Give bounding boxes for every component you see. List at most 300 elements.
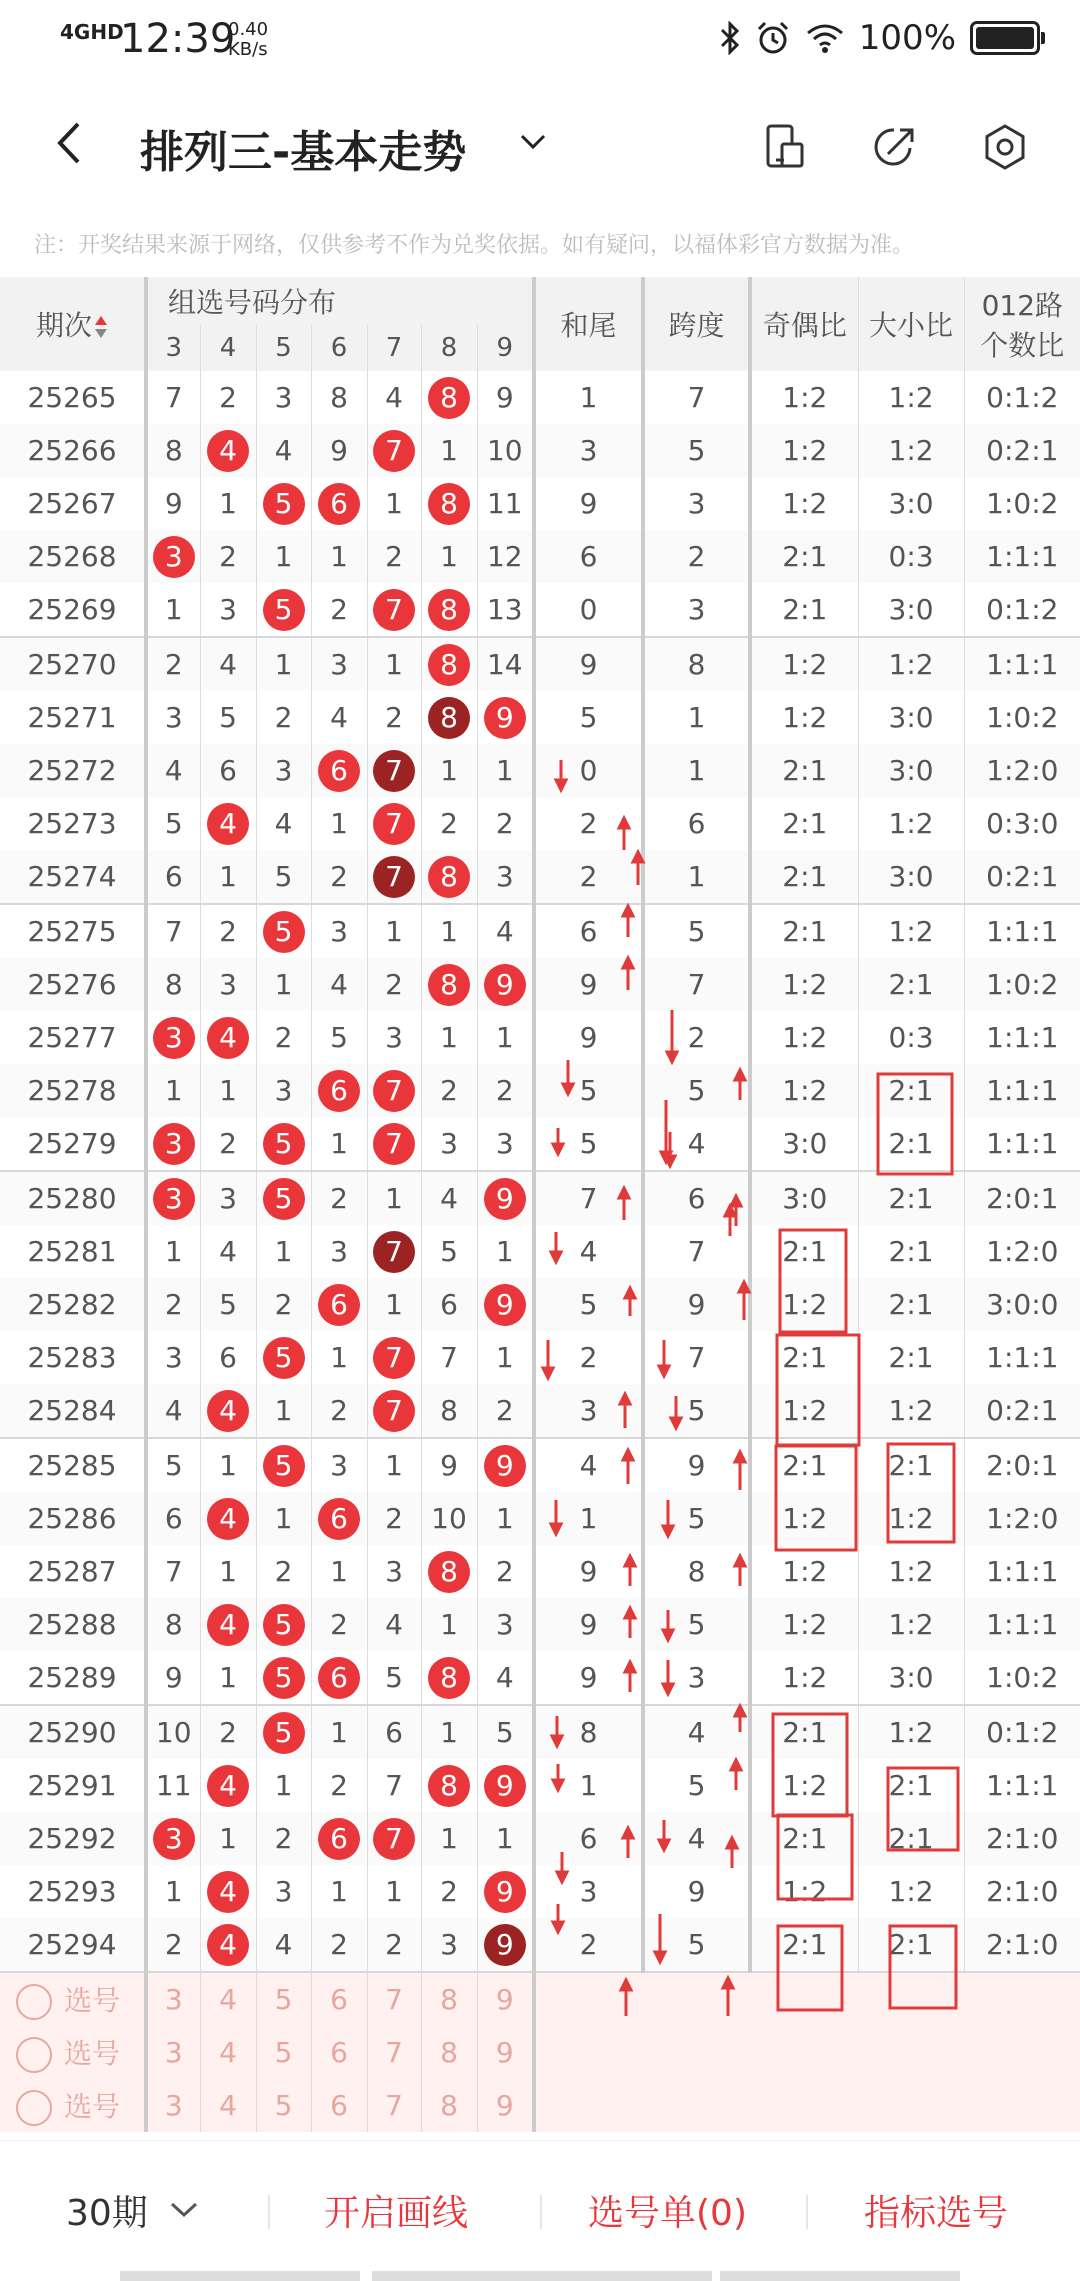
digit-cell bbox=[367, 424, 421, 477]
miss-count: 3 bbox=[385, 1555, 403, 1588]
hewei-cell: 2 bbox=[534, 1918, 643, 1972]
hit-ball: 8 bbox=[428, 644, 470, 686]
digit-cell bbox=[367, 797, 421, 850]
digit-cell bbox=[421, 904, 477, 958]
hit-ball: 8 bbox=[428, 1765, 470, 1807]
select-digit[interactable]: 8 bbox=[421, 1972, 477, 2026]
hit-ball: 7 bbox=[373, 803, 415, 845]
miss-count: 2 bbox=[385, 968, 403, 1001]
sort-icon[interactable] bbox=[94, 314, 108, 340]
miss-count: 3 bbox=[274, 1074, 293, 1107]
hit-ball: 6 bbox=[318, 750, 360, 792]
issue-cell: 25290 bbox=[0, 1705, 146, 1759]
oddeven-cell: 1:2 bbox=[750, 1492, 858, 1545]
digit-cell bbox=[367, 1918, 421, 1972]
phone-icon[interactable] bbox=[760, 122, 810, 172]
miss-count: 2 bbox=[385, 701, 403, 734]
hit-ball: 8 bbox=[428, 964, 470, 1006]
hewei-cell: 9 bbox=[534, 1545, 643, 1598]
header-oddeven: 奇偶比 bbox=[750, 277, 858, 371]
kuadu-cell: 1 bbox=[643, 691, 750, 744]
digit-cell bbox=[477, 1011, 534, 1064]
hewei-cell: 9 bbox=[534, 477, 643, 530]
route-cell: 1:1:1 bbox=[986, 1555, 1059, 1588]
digit-cell bbox=[256, 691, 311, 744]
hit-ball: 5 bbox=[263, 1123, 305, 1165]
digit-cell bbox=[200, 1918, 256, 1972]
bigsmall-cell: 3:0 bbox=[858, 850, 964, 904]
select-digit[interactable]: 5 bbox=[256, 2026, 311, 2079]
select-digit[interactable]: 8 bbox=[421, 2079, 477, 2132]
digit-cell bbox=[311, 744, 367, 797]
hit-ball: 6 bbox=[318, 1070, 360, 1112]
digit-cell bbox=[311, 1171, 367, 1225]
battery-percent: 100% bbox=[858, 18, 956, 58]
issue-cell: 25282 bbox=[0, 1278, 146, 1331]
miss-count: 3 bbox=[495, 1608, 514, 1641]
digit-cell bbox=[146, 530, 200, 583]
select-digit[interactable]: 5 bbox=[256, 2079, 311, 2132]
share-icon[interactable] bbox=[870, 122, 920, 172]
indicator-select-button[interactable]: 指标选号 bbox=[864, 2193, 1009, 2234]
digit-cell bbox=[256, 1171, 311, 1225]
header-bigsmall: 大小比 bbox=[858, 277, 964, 371]
select-digit[interactable]: 6 bbox=[311, 2026, 367, 2079]
period-selector[interactable]: 30期 bbox=[66, 2193, 148, 2234]
select-digit[interactable]: 7 bbox=[367, 1972, 421, 2026]
miss-count: 1 bbox=[440, 754, 458, 787]
miss-count: 11 bbox=[155, 1769, 192, 1802]
miss-count: 4 bbox=[219, 1235, 237, 1268]
issue-cell: 25279 bbox=[0, 1117, 146, 1171]
hewei-cell: 6 bbox=[534, 530, 643, 583]
bigsmall-cell: 3:0 bbox=[858, 583, 964, 637]
digit-cell bbox=[477, 1438, 534, 1492]
bigsmall-cell: 2:1 bbox=[858, 1438, 964, 1492]
miss-count: 1 bbox=[219, 1661, 237, 1694]
digit-cell bbox=[200, 1064, 256, 1117]
bigsmall-cell: 1:2 bbox=[858, 371, 964, 424]
miss-count: 7 bbox=[440, 1341, 458, 1374]
table-row bbox=[0, 1651, 1080, 1705]
digit-cell bbox=[421, 958, 477, 1011]
miss-count: 1 bbox=[219, 1074, 237, 1107]
radio-circle-icon[interactable] bbox=[16, 2090, 52, 2126]
digit-cell bbox=[477, 1117, 534, 1171]
miss-count: 1 bbox=[274, 1769, 293, 1802]
hewei-cell: 9 bbox=[534, 958, 643, 1011]
miss-count: 5 bbox=[385, 1661, 403, 1694]
hit-ball: 5 bbox=[263, 1657, 305, 1699]
digit-cell bbox=[421, 797, 477, 850]
miss-count: 10 bbox=[486, 434, 523, 467]
hewei-cell: 5 bbox=[534, 1064, 643, 1117]
miss-count: 2 bbox=[495, 1394, 514, 1427]
oddeven-cell: 2:1 bbox=[750, 1918, 858, 1972]
hewei-cell: 5 bbox=[534, 1278, 643, 1331]
select-toggle[interactable] bbox=[0, 2026, 146, 2079]
kuadu-cell: 4 bbox=[643, 1117, 750, 1171]
selection-list-button[interactable]: 选号单(0) bbox=[588, 2193, 747, 2234]
digit-cell bbox=[367, 637, 421, 691]
settings-icon[interactable] bbox=[980, 122, 1030, 172]
hit-ball: 8 bbox=[428, 697, 470, 739]
route-cell: 1:1:1 bbox=[986, 1341, 1059, 1374]
hit-ball: 7 bbox=[373, 589, 415, 631]
digit-cell bbox=[421, 1651, 477, 1705]
kuadu-cell: 6 bbox=[643, 1171, 750, 1225]
digit-cell bbox=[146, 744, 200, 797]
bigsmall-cell: 2:1 bbox=[858, 1225, 964, 1278]
miss-count: 1 bbox=[495, 1822, 514, 1855]
digit-cell bbox=[477, 530, 534, 583]
hewei-cell: 2 bbox=[534, 797, 643, 850]
issue-cell: 25273 bbox=[0, 797, 146, 850]
digit-cell bbox=[311, 1064, 367, 1117]
bigsmall-cell: 3:0 bbox=[858, 691, 964, 744]
digit-cell bbox=[146, 1865, 200, 1918]
bigsmall-cell: 2:1 bbox=[858, 1331, 964, 1384]
miss-count: 1 bbox=[440, 1716, 458, 1749]
radio-circle-icon[interactable] bbox=[16, 1984, 52, 2020]
miss-count: 11 bbox=[486, 487, 523, 520]
digit-cell bbox=[367, 691, 421, 744]
kuadu-cell: 3 bbox=[643, 583, 750, 637]
hit-ball: 8 bbox=[428, 377, 470, 419]
digit-cell bbox=[367, 1651, 421, 1705]
route-cell: 1:1:1 bbox=[964, 530, 1080, 583]
select-digit[interactable]: 4 bbox=[200, 2026, 256, 2079]
digit-cell bbox=[367, 1064, 421, 1117]
miss-count: 1 bbox=[440, 1608, 458, 1641]
route-cell: 1:2:0 bbox=[986, 1235, 1059, 1268]
digit-cell bbox=[146, 958, 200, 1011]
hit-ball: 9 bbox=[484, 1924, 526, 1966]
digit-cell bbox=[477, 371, 534, 424]
select-digit[interactable]: 3 bbox=[146, 2079, 200, 2132]
miss-count: 4 bbox=[495, 1661, 514, 1694]
miss-count: 1 bbox=[495, 754, 514, 787]
issue-cell: 25265 bbox=[0, 371, 146, 424]
miss-count: 3 bbox=[385, 1021, 403, 1054]
hit-ball: 6 bbox=[318, 1657, 360, 1699]
miss-count: 1 bbox=[440, 434, 458, 467]
digit-cell bbox=[367, 583, 421, 637]
bigsmall-cell: 1:2 bbox=[858, 1598, 964, 1651]
digit-cell bbox=[200, 583, 256, 637]
hit-ball: 4 bbox=[207, 1765, 249, 1807]
digit-cell bbox=[311, 1011, 367, 1064]
select-toggle[interactable] bbox=[0, 1972, 146, 2026]
issue-cell: 25274 bbox=[0, 850, 146, 904]
bigsmall-cell: 2:1 bbox=[858, 958, 964, 1011]
miss-count: 13 bbox=[486, 593, 523, 626]
issue-cell: 25287 bbox=[0, 1545, 146, 1598]
digit-cell bbox=[477, 904, 534, 958]
digit-cell bbox=[200, 1331, 256, 1384]
miss-count: 7 bbox=[164, 381, 183, 414]
miss-count: 3 bbox=[330, 915, 348, 948]
bigsmall-cell: 2:1 bbox=[858, 1064, 964, 1117]
route-cell: 1:2:0 bbox=[964, 744, 1080, 797]
miss-count: 1 bbox=[164, 593, 183, 626]
digit-cell bbox=[367, 1705, 421, 1759]
miss-count: 3 bbox=[440, 1928, 458, 1961]
digit-cell bbox=[256, 1438, 311, 1492]
page-title[interactable]: 排列三-基本走势 bbox=[140, 127, 467, 178]
hit-ball: 9 bbox=[484, 1178, 526, 1220]
hewei-cell: 2 bbox=[534, 850, 643, 904]
digit-cell bbox=[311, 1278, 367, 1331]
digit-cell bbox=[146, 1117, 200, 1171]
miss-count: 1 bbox=[274, 648, 293, 681]
divider bbox=[268, 2195, 270, 2229]
table-row bbox=[0, 1225, 1080, 1278]
miss-count: 2 bbox=[495, 1074, 514, 1107]
kuadu-cell: 5 bbox=[643, 1384, 750, 1438]
oddeven-cell: 1:2 bbox=[750, 958, 858, 1011]
miss-count: 2 bbox=[330, 1182, 348, 1215]
miss-count: 4 bbox=[495, 915, 514, 948]
select-digit[interactable]: 7 bbox=[367, 2079, 421, 2132]
hewei-cell: 4 bbox=[534, 1438, 643, 1492]
digit-cell bbox=[200, 1598, 256, 1651]
hit-ball: 9 bbox=[484, 1871, 526, 1913]
digit-cell bbox=[311, 371, 367, 424]
select-digit[interactable]: 3 bbox=[146, 1972, 200, 2026]
digit-cell bbox=[200, 1225, 256, 1278]
hit-ball: 9 bbox=[484, 964, 526, 1006]
miss-count: 3 bbox=[495, 1127, 514, 1160]
select-digit[interactable]: 9 bbox=[477, 1972, 534, 2026]
digit-cell bbox=[311, 1545, 367, 1598]
digit-cell bbox=[311, 424, 367, 477]
digit-cell bbox=[146, 797, 200, 850]
digit-cell bbox=[421, 530, 477, 583]
chevron-down-icon[interactable] bbox=[170, 2201, 198, 2219]
digit-cell bbox=[200, 1384, 256, 1438]
hit-ball: 7 bbox=[373, 1818, 415, 1860]
oddeven-cell: 2:1 bbox=[750, 1438, 858, 1492]
hewei-cell: 1 bbox=[534, 371, 643, 424]
route-cell: 1:0:2 bbox=[964, 1651, 1080, 1705]
oddeven-cell: 2:1 bbox=[750, 1331, 858, 1384]
hit-ball: 9 bbox=[484, 1765, 526, 1807]
digit-cell bbox=[477, 1651, 534, 1705]
miss-count: 1 bbox=[274, 540, 293, 573]
hit-ball: 9 bbox=[484, 1445, 526, 1487]
miss-count: 6 bbox=[219, 1341, 237, 1374]
select-digit[interactable]: 8 bbox=[421, 2026, 477, 2079]
digit-cell bbox=[421, 1705, 477, 1759]
hewei-cell: 5 bbox=[534, 1117, 643, 1171]
digit-cell bbox=[311, 1918, 367, 1972]
digit-cell bbox=[311, 1812, 367, 1865]
select-digit[interactable]: 7 bbox=[367, 2026, 421, 2079]
select-label: 选号 bbox=[64, 2037, 121, 2070]
bigsmall-cell: 2:1 bbox=[858, 1117, 964, 1171]
miss-count: 4 bbox=[274, 1928, 293, 1961]
digit-cell bbox=[421, 477, 477, 530]
hewei-cell: 5 bbox=[534, 691, 643, 744]
miss-count: 2 bbox=[274, 701, 293, 734]
digit-cell bbox=[146, 1545, 200, 1598]
digit-cell bbox=[200, 637, 256, 691]
miss-count: 4 bbox=[164, 754, 183, 787]
select-digit[interactable]: 6 bbox=[311, 2079, 367, 2132]
digit-cell bbox=[477, 1865, 534, 1918]
battery-icon bbox=[970, 21, 1040, 55]
miss-count: 3 bbox=[330, 1235, 348, 1268]
hit-ball: 8 bbox=[428, 1657, 470, 1699]
miss-count: 2 bbox=[219, 381, 237, 414]
digit-header: 3 bbox=[146, 325, 200, 371]
digit-cell bbox=[477, 1171, 534, 1225]
digit-cell bbox=[200, 1812, 256, 1865]
route-cell: 1:1:1 bbox=[964, 1117, 1080, 1171]
miss-count: 1 bbox=[330, 1716, 348, 1749]
hit-ball: 3 bbox=[153, 1123, 195, 1165]
select-toggle[interactable] bbox=[0, 2079, 146, 2132]
route-cell: 1:1:1 bbox=[986, 1769, 1059, 1802]
route-cell: 0:2:1 bbox=[964, 850, 1080, 904]
digit-cell bbox=[256, 850, 311, 904]
miss-count: 5 bbox=[219, 701, 237, 734]
miss-count: 9 bbox=[164, 487, 183, 520]
oddeven-cell: 1:2 bbox=[750, 1545, 858, 1598]
bluetooth-icon bbox=[719, 21, 741, 55]
oddeven-cell: 2:1 bbox=[750, 583, 858, 637]
select-label: 选号 bbox=[64, 1984, 121, 2017]
bigsmall-cell: 3:0 bbox=[858, 744, 964, 797]
kuadu-cell: 9 bbox=[643, 1865, 750, 1918]
digit-cell bbox=[146, 1331, 200, 1384]
kuadu-cell: 5 bbox=[643, 1918, 750, 1972]
table-row bbox=[0, 1384, 1080, 1438]
miss-count: 4 bbox=[164, 1394, 183, 1427]
miss-count: 1 bbox=[219, 1555, 237, 1588]
signal-indicator: 4GHD bbox=[60, 20, 124, 44]
miss-count: 7 bbox=[385, 1769, 403, 1802]
digit-cell bbox=[367, 1171, 421, 1225]
miss-count: 4 bbox=[219, 648, 237, 681]
select-digit[interactable]: 4 bbox=[200, 2079, 256, 2132]
draw-line-button[interactable]: 开启画线 bbox=[324, 2193, 469, 2234]
disclaimer-note: 注：开奖结果来源于网络，仅供参考不作为兑奖依据。如有疑问，以福体彩官方数据为准。 bbox=[34, 233, 915, 258]
select-digit[interactable]: 5 bbox=[256, 1972, 311, 2026]
radio-circle-icon[interactable] bbox=[16, 2037, 52, 2073]
select-row bbox=[0, 1972, 1080, 2026]
table-row bbox=[0, 691, 1080, 744]
miss-count: 1 bbox=[330, 1341, 348, 1374]
hit-ball: 4 bbox=[207, 803, 249, 845]
header-issue[interactable]: 期次 bbox=[0, 277, 146, 371]
table-row bbox=[0, 1918, 1080, 1972]
route-cell: 2:1:0 bbox=[964, 1812, 1080, 1865]
digit-cell bbox=[256, 1812, 311, 1865]
issue-cell: 25283 bbox=[0, 1331, 146, 1384]
digit-cell bbox=[367, 850, 421, 904]
digit-cell bbox=[421, 1117, 477, 1171]
table-row bbox=[0, 1011, 1080, 1064]
hewei-cell: 9 bbox=[534, 637, 643, 691]
select-digit[interactable]: 3 bbox=[146, 2026, 200, 2079]
miss-count: 10 bbox=[155, 1716, 192, 1749]
miss-count: 2 bbox=[440, 1875, 458, 1908]
hewei-cell: 3 bbox=[534, 424, 643, 477]
hit-ball: 7 bbox=[373, 1070, 415, 1112]
digit-cell bbox=[256, 1384, 311, 1438]
kuadu-cell: 5 bbox=[643, 1492, 750, 1545]
oddeven-cell: 1:2 bbox=[750, 1384, 858, 1438]
table-row bbox=[0, 424, 1080, 477]
miss-count: 2 bbox=[330, 1394, 348, 1427]
select-digit[interactable]: 9 bbox=[477, 2079, 534, 2132]
table-row bbox=[0, 958, 1080, 1011]
miss-count: 7 bbox=[164, 915, 183, 948]
bigsmall-cell: 2:1 bbox=[858, 1918, 964, 1972]
hewei-cell: 1 bbox=[534, 1492, 643, 1545]
miss-count: 3 bbox=[274, 381, 293, 414]
digit-cell bbox=[311, 797, 367, 850]
select-digit[interactable]: 9 bbox=[477, 2026, 534, 2079]
digit-cell bbox=[367, 1438, 421, 1492]
kuadu-cell: 1 bbox=[643, 850, 750, 904]
select-digit[interactable]: 4 bbox=[200, 1972, 256, 2026]
miss-count: 1 bbox=[164, 1074, 183, 1107]
route-cell: 0:3:0 bbox=[986, 807, 1059, 840]
header-hewei: 和尾 bbox=[534, 277, 643, 371]
oddeven-cell: 2:1 bbox=[750, 850, 858, 904]
digit-cell bbox=[146, 1225, 200, 1278]
table-row bbox=[0, 904, 1080, 958]
digit-cell bbox=[477, 797, 534, 850]
chevron-down-icon[interactable] bbox=[520, 132, 546, 152]
miss-count: 2 bbox=[330, 1928, 348, 1961]
issue-cell: 25293 bbox=[0, 1865, 146, 1918]
miss-count: 1 bbox=[385, 1182, 403, 1215]
digit-cell bbox=[256, 1865, 311, 1918]
digit-cell bbox=[477, 477, 534, 530]
miss-count: 5 bbox=[274, 860, 293, 893]
header-group-distribution: 组选号码分布 bbox=[146, 277, 534, 325]
oddeven-cell: 1:2 bbox=[750, 1598, 858, 1651]
digit-cell bbox=[256, 1651, 311, 1705]
oddeven-cell: 2:1 bbox=[750, 530, 858, 583]
digit-cell bbox=[311, 1384, 367, 1438]
select-digit[interactable]: 6 bbox=[311, 1972, 367, 2026]
kuadu-cell: 2 bbox=[643, 530, 750, 583]
digit-cell bbox=[367, 1278, 421, 1331]
miss-count: 3 bbox=[495, 860, 514, 893]
digit-cell bbox=[256, 424, 311, 477]
digit-cell bbox=[256, 1278, 311, 1331]
digit-cell bbox=[256, 1759, 311, 1812]
miss-count: 1 bbox=[219, 1449, 237, 1482]
back-icon[interactable] bbox=[48, 118, 88, 168]
miss-count: 4 bbox=[330, 701, 348, 734]
header-route: 012路 个数比 bbox=[964, 277, 1080, 371]
digit-cell bbox=[311, 1225, 367, 1278]
miss-count: 8 bbox=[164, 968, 183, 1001]
bigsmall-cell: 1:2 bbox=[858, 797, 964, 850]
digit-cell bbox=[146, 1011, 200, 1064]
digit-cell bbox=[421, 744, 477, 797]
hit-ball: 7 bbox=[373, 1231, 415, 1273]
digit-cell bbox=[146, 1064, 200, 1117]
hewei-cell: 0 bbox=[534, 744, 643, 797]
digit-cell bbox=[146, 1278, 200, 1331]
